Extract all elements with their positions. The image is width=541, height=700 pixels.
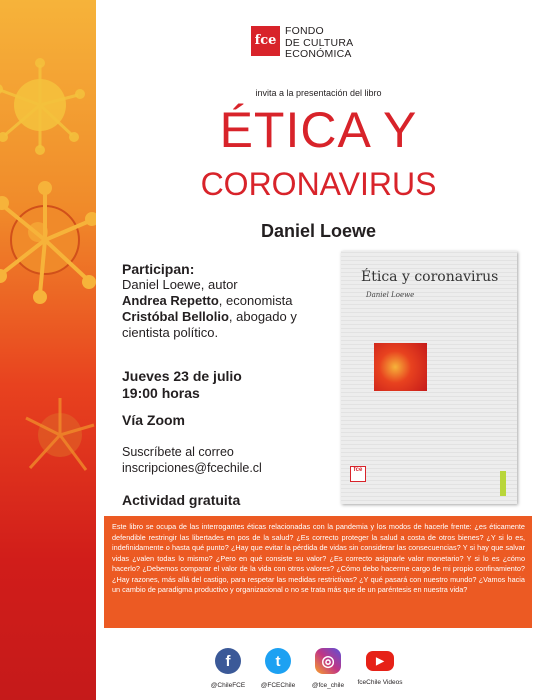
book-title-line-2: CORONAVIRUS bbox=[200, 166, 437, 202]
virus-illustration bbox=[20, 380, 96, 490]
publisher-name-line: DE CULTURA bbox=[285, 36, 354, 49]
subscribe-email-link[interactable]: inscripciones@fcechile.cl bbox=[122, 461, 262, 475]
twitter-icon: t bbox=[265, 648, 291, 674]
book-cover-spine-label bbox=[500, 471, 506, 496]
participant: Cristóbal Bellolio, abogado y bbox=[122, 309, 297, 324]
event-time: 19:00 horas bbox=[122, 385, 200, 401]
social-link-facebook[interactable] bbox=[205, 648, 251, 689]
book-cover-logo: fce bbox=[350, 466, 366, 482]
social-handle: @fce_chile bbox=[311, 682, 345, 689]
book-cover-title: Ética y coronavirus bbox=[361, 269, 499, 285]
facebook-icon: f bbox=[215, 648, 241, 674]
social-link-instagram[interactable] bbox=[305, 648, 351, 689]
social-handle: @ChileFCE bbox=[210, 682, 246, 689]
fce-logo-mark: fce bbox=[251, 26, 280, 56]
free-activity: Actividad gratuita bbox=[122, 492, 241, 508]
author-name: Daniel Loewe bbox=[260, 221, 377, 241]
instagram-icon: ◎ bbox=[315, 648, 341, 674]
event-datetime bbox=[122, 368, 242, 402]
participant-extra: cientista político. bbox=[122, 325, 219, 340]
book-title-line-1: ÉTICA Y bbox=[219, 102, 418, 158]
virus-illustration bbox=[0, 170, 96, 310]
event-date: Jueves 23 de julio bbox=[122, 368, 242, 384]
social-handle: @FCEChile bbox=[260, 682, 296, 689]
subscribe-text: Suscríbete al correo bbox=[122, 445, 234, 459]
virus-illustration bbox=[0, 40, 96, 170]
participant: Daniel Loewe, autor bbox=[122, 277, 238, 292]
social-links bbox=[205, 648, 415, 696]
book-cover-virus-image bbox=[374, 343, 427, 391]
publisher-logo[interactable] bbox=[251, 26, 353, 61]
participants-heading: Participan: bbox=[122, 261, 195, 277]
publisher-name-line: FONDO bbox=[285, 25, 324, 37]
book-description: Este libro se ocupa de las interrogantes éticas relacionadas con la pandemia y los modos de hacerle frente: ¿es éticamente defendible restringir las libertades en pos de la salud? ¿Es correcto proteger la salud a costa de otros bienes? ¿Y si lo es, indefinidamente o hasta qué punto? ¿Hay que evitar la pérdida de vidas sin considerar las consecuencias? Y si hay que salvar vidas ¿valen todas lo mismo? ¿Pero en qué consiste su valor? ¿Es correcto asignarle valor monetario? Y si lo es ¿cómo hacerlo? ¿Debemos comparar el valor de la vida con otros valores? ¿Cómo debo hacerme cargo de mi propio confinamiento? ¿Hay razones, más allá del castigo, para respetar las medidas restrictivas? ¿Y qué pasará con nuestro mundo? ¿Vamos hacia un cambio de paradigma productivo y organizacional o no se trata más que de un paréntesis en nuestra vida? bbox=[104, 516, 532, 628]
invite-text: invita a la presentación del libro bbox=[255, 88, 382, 98]
social-link-youtube[interactable] bbox=[357, 648, 403, 686]
subscribe-section bbox=[122, 444, 262, 476]
participant: Andrea Repetto, economista bbox=[122, 293, 293, 308]
participants-section bbox=[122, 261, 297, 341]
publisher-name-line: ECONÓMICA bbox=[285, 48, 352, 60]
youtube-icon: ▶ bbox=[366, 651, 394, 671]
social-link-twitter[interactable] bbox=[255, 648, 301, 689]
book-cover-author: Daniel Loewe bbox=[366, 291, 415, 299]
social-handle: fceChile Videos bbox=[357, 679, 403, 686]
publisher-name bbox=[285, 26, 353, 61]
decorative-virus-band bbox=[0, 0, 96, 700]
event-platform: Vía Zoom bbox=[122, 412, 186, 428]
book-cover-image bbox=[341, 251, 517, 504]
